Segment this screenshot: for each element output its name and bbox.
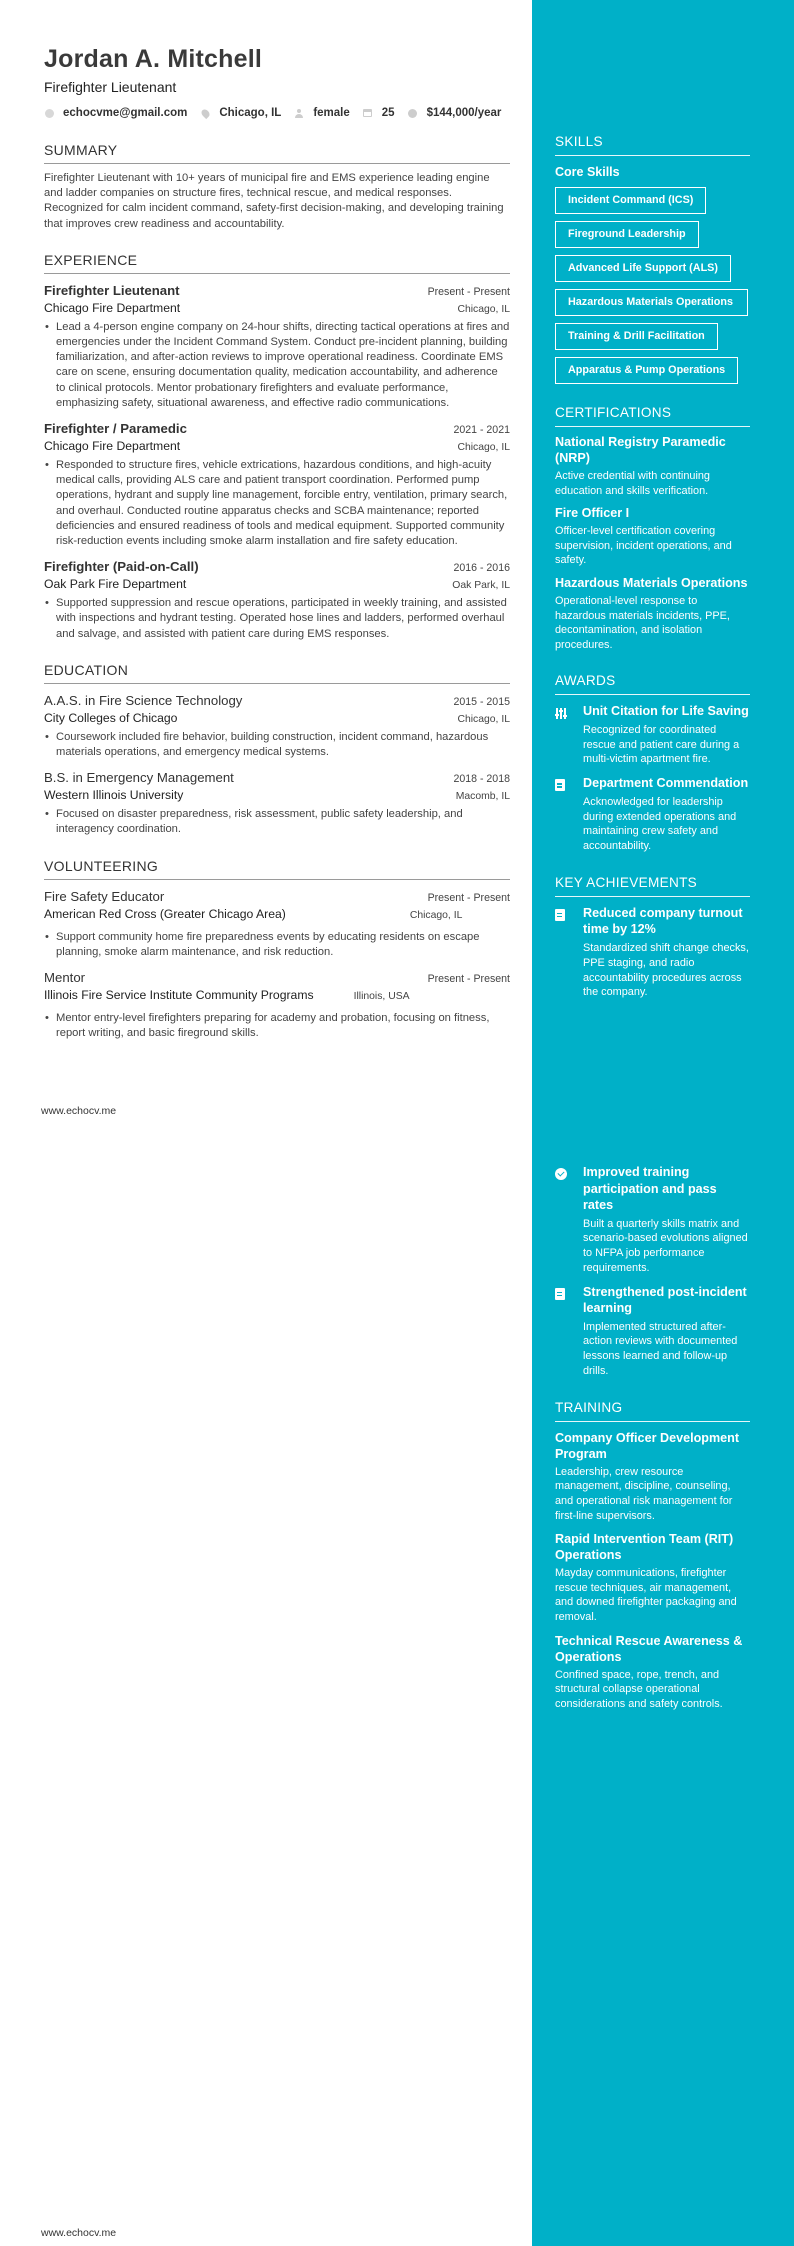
skills-heading: SKILLS [555, 133, 750, 156]
awards-heading: AWARDS [555, 672, 750, 695]
experience-title: Firefighter (Paid-on-Call) [44, 559, 199, 575]
training-heading: TRAINING [555, 1399, 750, 1422]
education-entry [44, 692, 510, 760]
certification-desc: Active credential with continuing education and skills verification. [555, 470, 710, 497]
key-achievements-heading: KEY ACHIEVEMENTS [555, 874, 750, 897]
skill-tag: Fireground Leadership [555, 221, 699, 248]
experience-date: 2021 - 2021 [453, 424, 510, 437]
certification-name: National Registry Paramedic (NRP) [555, 435, 726, 465]
education-location: Chicago, IL [457, 713, 510, 725]
certification-item [555, 434, 750, 498]
experience-date: 2016 - 2016 [453, 562, 510, 575]
education-school: City Colleges of Chicago [44, 710, 178, 725]
volunteering-location: Chicago, IL [409, 909, 463, 921]
location-text: Chicago, IL [219, 107, 282, 119]
experience-title: Firefighter Lieutenant [44, 282, 180, 298]
main-column [44, 44, 510, 1041]
summary-heading: SUMMARY [44, 141, 510, 164]
achievement-item [555, 1284, 750, 1379]
education-entry [44, 769, 510, 837]
user-icon [294, 108, 304, 118]
footer-link[interactable]: www.echocv.me [41, 2227, 117, 2239]
training-item [555, 1430, 750, 1523]
gender-text: female [313, 107, 350, 119]
experience-entry [44, 282, 510, 411]
award-item [555, 703, 750, 767]
skill-tag: Advanced Life Support (ALS) [555, 255, 731, 282]
achievement-desc: Built a quarterly skills matrix and scenario-based evolutions aligned to NFPA job performance requirements. [583, 1217, 748, 1274]
award-title: Unit Citation for Life Saving [583, 704, 749, 719]
training-item [555, 1531, 750, 1624]
email-icon [44, 108, 54, 118]
contact-age [363, 107, 395, 119]
achievement-title: Improved training participation and pass rates [583, 1165, 717, 1212]
skills-subheading: Core Skills [555, 165, 620, 179]
training-item [555, 1633, 750, 1712]
contact-salary [408, 107, 502, 119]
key-achievements-section [555, 874, 750, 1000]
achievement-item [555, 905, 750, 1000]
award-desc: Acknowledged for leadership during extended operations and maintaining crew safety and accountability. [583, 795, 737, 853]
location-pin-icon [200, 108, 210, 118]
volunteering-section [44, 857, 510, 1042]
contact-location [200, 107, 281, 119]
volunteering-bullet: • Mentor entry-level firefighters preparing for academy and probation, focusing on fitness, report writing, and basic fireground skills. [56, 1011, 510, 1041]
experience-bullet: • Responded to structure fires, vehicle extrications, hazardous conditions, and high-acuity medical calls, providing ALS care and patient transport coordination. Performed pump operations, hydrant and supply line management, forcible entry, ventilation, primary search, and overhaul. Conducted routine apparatus checks and SCBA maintenance; reported deficiencies and ensured readiness of tools and medical equipment. Supported community risk-reduction events including smoke alarm installation and fire safety education. [56, 458, 510, 549]
summary-section [44, 141, 510, 232]
volunteering-entry [44, 969, 510, 1041]
achievement-desc: Standardized shift change checks, PPE staging, and radio accountability procedures across the company. [583, 941, 749, 999]
sliders-icon [555, 708, 567, 719]
award-title: Department Commendation [583, 776, 749, 791]
certification-desc: Operational-level response to hazardous materials incidents, PPE, decontamination, and isolation procedures. [555, 594, 730, 651]
experience-location: Chicago, IL [457, 303, 510, 315]
skill-tag-list [555, 180, 750, 384]
skills-section [555, 133, 750, 384]
training-name: Company Officer Development Program [555, 1430, 740, 1461]
education-school: Western Illinois University [44, 788, 184, 803]
summary-text: Firefighter Lieutenant with 10+ years of municipal fire and EMS experience leading engine and ladder companies on structure fires, technical rescue, and medical responses. Recognized for calm incident command, safety-first decision-making, and developing training that improves crew readiness and accountability. [44, 172, 504, 230]
email-text: echocvme@gmail.com [63, 107, 188, 119]
certification-item [555, 505, 750, 568]
candidate-name: Jordan A. Mitchell [44, 45, 262, 73]
volunteering-location: Illinois, USA [353, 991, 410, 1003]
certifications-heading: CERTIFICATIONS [555, 404, 750, 427]
award-item [555, 775, 750, 854]
experience-entry [44, 558, 510, 642]
volunteering-role: Fire Safety Educator [44, 888, 165, 904]
volunteering-bullet: • Support community home fire preparedness events by educating residents on escape planning, smoke alarm maintenance, and risk reduction. [56, 930, 510, 960]
experience-bullet: • Lead a 4-person engine company on 24-hour shifts, directing tactical operations at fires and emergencies under the Incident Command System. Conduct pre-incident planning, building familiarization, and after-action reviews to improve operational readiness. Coordinate EMS care on scene, ensuring documentation quality, medication accountability, and adherence to clinical protocols. Mentor probationary firefighters and evaluate performance, emphasizing safety, situational awareness, and effective radio communications. [56, 320, 510, 411]
document-icon [555, 909, 565, 921]
experience-location: Chicago, IL [457, 442, 510, 454]
skill-tag: Training & Drill Facilitation [555, 323, 718, 350]
education-heading: EDUCATION [44, 661, 510, 684]
document-icon [555, 779, 565, 791]
education-section [44, 661, 510, 838]
volunteering-heading: VOLUNTEERING [44, 857, 510, 880]
job-title: Firefighter Lieutenant [44, 79, 177, 95]
contact-gender [294, 107, 349, 119]
training-desc: Confined space, rope, trench, and structural collapse operational considerations and safety controls. [555, 1668, 723, 1710]
achievement-item [555, 1164, 750, 1276]
contact-row [44, 107, 510, 119]
volunteering-org: American Red Cross (Greater Chicago Area) [44, 906, 286, 921]
certification-name: Hazardous Materials Operations [555, 575, 748, 590]
volunteering-entry [44, 888, 510, 960]
education-bullet: • Focused on disaster preparedness, risk assessment, public safety leadership, and interagency coordination. [56, 807, 510, 837]
age-text: 25 [381, 107, 395, 119]
training-desc: Leadership, crew resource management, discipline, counseling, and operational risk management for first-line supervisors. [555, 1465, 733, 1522]
certification-name: Fire Officer I [555, 506, 630, 521]
volunteering-role: Mentor [44, 970, 86, 986]
skill-tag: Apparatus & Pump Operations [555, 357, 738, 384]
coin-icon [408, 108, 418, 118]
award-desc: Recognized for coordinated rescue and patient care during a multi-victim apartment fire. [583, 723, 740, 766]
sidebar-column-continued [555, 1164, 750, 1711]
education-degree: A.A.S. in Fire Science Technology [44, 692, 243, 708]
achievement-title: Reduced company turnout time by 12% [583, 905, 743, 937]
training-name: Rapid Intervention Team (RIT) Operations [555, 1532, 734, 1563]
experience-date: Present - Present [427, 285, 510, 298]
awards-section [555, 672, 750, 854]
experience-org: Chicago Fire Department [44, 439, 181, 454]
skill-tag: Incident Command (ICS) [555, 187, 706, 214]
experience-bullet: • Supported suppression and rescue operations, participated in weekly training, and assisted with inspections and hydrant testing. Operated hose lines and ladders, performed overhaul and salvage, and assisted with patient care during EMS responses. [56, 596, 510, 642]
certification-item [555, 575, 750, 652]
training-desc: Mayday communications, firefighter rescue techniques, air management, and downed firefighter packaging and removal. [555, 1567, 737, 1624]
experience-org: Oak Park Fire Department [44, 577, 187, 592]
training-name: Technical Rescue Awareness & Operations [555, 1633, 743, 1664]
volunteering-org: Illinois Fire Service Institute Community Programs [44, 988, 314, 1003]
check-circle-icon [555, 1168, 567, 1180]
certifications-section [555, 404, 750, 652]
sidebar-column [555, 133, 750, 1000]
certification-desc: Officer-level certification covering supervision, incident operations, and safety. [555, 525, 732, 567]
footer-link[interactable]: www.echocv.me [41, 1105, 117, 1117]
skill-tag: Hazardous Materials Operations [555, 289, 748, 316]
training-section [555, 1399, 750, 1712]
contact-email[interactable] [44, 107, 187, 119]
experience-org: Chicago Fire Department [44, 300, 181, 315]
experience-heading: EXPERIENCE [44, 251, 510, 274]
education-date: 2018 - 2018 [453, 773, 510, 786]
education-degree: B.S. in Emergency Management [44, 770, 234, 786]
education-location: Macomb, IL [455, 791, 510, 803]
document-icon [555, 1288, 565, 1300]
salary-text: $144,000/year [426, 107, 502, 119]
achievement-title: Strengthened post-incident learning [583, 1284, 747, 1316]
achievement-desc: Implemented structured after-action reviews with documented lessons learned and follow-up drills. [583, 1320, 738, 1378]
volunteering-date: Present - Present [427, 891, 510, 904]
experience-section [44, 251, 510, 642]
experience-title: Firefighter / Paramedic [44, 421, 187, 437]
volunteering-date: Present - Present [427, 973, 510, 986]
experience-entry [44, 420, 510, 549]
experience-location: Oak Park, IL [452, 580, 510, 592]
education-date: 2015 - 2015 [453, 695, 510, 708]
calendar-icon [363, 108, 373, 118]
education-bullet: • Coursework included fire behavior, building construction, incident command, hazardous materials operations, and emergency medical systems. [56, 730, 510, 760]
